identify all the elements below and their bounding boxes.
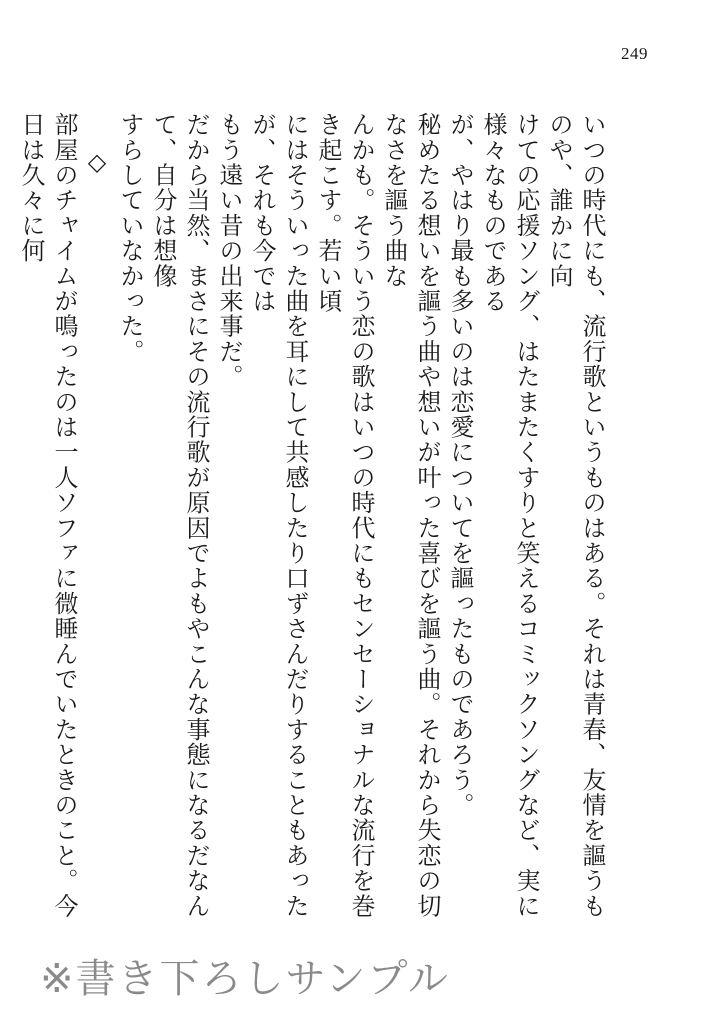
paragraph-4: 部屋のチャイムが鳴ったのは一人ソファに微睡んでいたときのこと。今日は久々に何 (17, 112, 78, 919)
paragraph-1: いつの時代にも、流行歌というものはある。それは青春、友情を謳うものや、誰かに向 けての応援ソング、はたまたくすりと笑えるコミックソングなど、実に様々なものである が、やはり最も多いのは恋愛についてを謳ったものであろう。 (446, 112, 606, 919)
paragraph-3: だから当然、まさにその流行歌が原因でよもやこんな事態になるだなんて、自分は想像 すらしていなかった。 (116, 112, 210, 919)
page-number: 249 (621, 44, 648, 63)
scene-break-marker: ◇ (83, 148, 111, 178)
sample-watermark-note: ※書き下ろしサンプル (40, 956, 450, 1002)
novel-body (14, 112, 608, 942)
paragraph-2: 秘めたる想いを謳う曲や想いが叶った喜びを謳う曲。それから失恋の切なさを謳う曲な んかも。そういう恋の歌はいつの時代にもセンセーショナルな流行を巻き起こす。若い頃 にはそういった曲を耳にして共感したり口ずさんだりすることもあったが、それも今では もう遠い昔の出来事だ。 (215, 112, 441, 919)
